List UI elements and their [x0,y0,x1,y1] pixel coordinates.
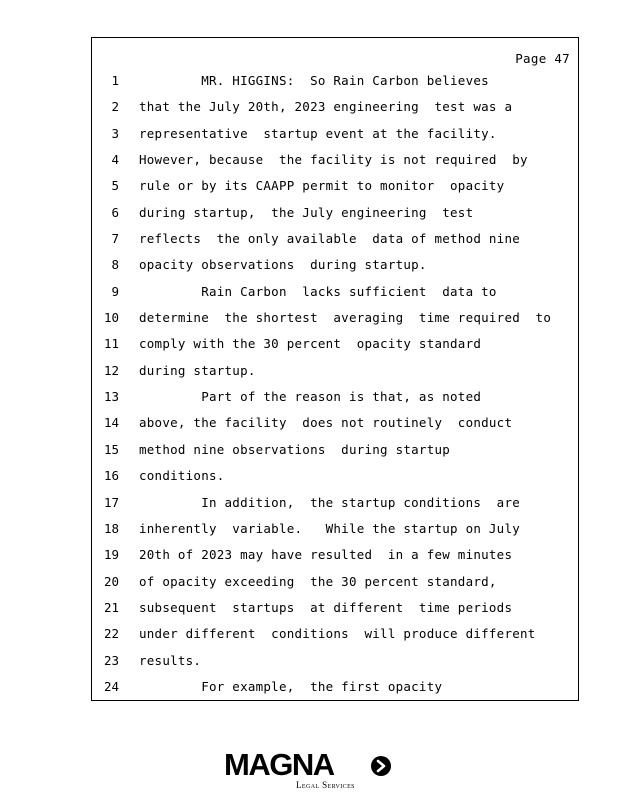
transcript-line [92,387,578,413]
line-number: 8 [111,257,119,273]
line-number: 10 [103,310,119,326]
line-number: 11 [103,336,119,352]
line-text: conditions. [139,468,225,484]
line-text: Part of the reason is that, as noted [139,389,482,405]
line-text: subsequent startups at different time periods [139,599,513,615]
line-number: 15 [103,441,119,457]
line-text: opacity observations during startup. [139,257,427,273]
transcript-line [92,334,578,360]
transcript-line [92,124,578,150]
line-number: 9 [111,283,119,299]
transcript-line [92,545,578,571]
transcript-line [92,71,578,97]
transcript-line [92,203,578,229]
line-number: 19 [103,547,119,563]
line-number: 22 [103,626,119,642]
transcript-line [92,176,578,202]
transcript-line [92,519,578,545]
line-number: 17 [103,494,119,510]
transcript-line [92,361,578,387]
line-text: In addition, the startup conditions are [139,494,521,510]
transcript-lines [92,71,578,703]
line-text: during startup, the July engineering test [139,204,474,220]
line-number: 7 [111,231,119,247]
line-number: 13 [103,389,119,405]
line-text: MR. HIGGINS: So Rain Carbon believes [139,73,489,88]
line-text: above, the facility does not routinely conduct [139,415,513,431]
transcript-line [92,255,578,281]
line-text: For example, the first opacity [139,678,443,694]
line-number: 4 [111,152,119,168]
transcript-line [92,493,578,519]
transcript-line [92,413,578,439]
transcript-line [92,624,578,650]
transcript-line [92,440,578,466]
line-text: Rain Carbon lacks sufficient data to [139,283,497,299]
transcript-line [92,97,578,123]
line-number: 12 [103,362,119,378]
magna-logo [224,748,399,794]
line-number: 5 [111,178,119,194]
line-text: representative startup event at the facility. [139,125,497,141]
line-number: 3 [111,125,119,141]
transcript-line [92,598,578,624]
transcript-line [92,282,578,308]
line-number: 21 [103,599,119,615]
line-text: of opacity exceeding the 30 percent standard, [139,573,497,589]
line-text: However, because the facility is not required by [139,152,528,168]
line-text: that the July 20th, 2023 engineering test was a [139,99,513,115]
page-number: Page 47 [515,51,570,66]
transcript-line [92,677,578,703]
line-text: rule or by its CAAPP permit to monitor opacity [139,178,505,194]
line-text: inherently variable. While the startup on July [139,520,521,536]
line-number: 24 [103,678,119,694]
line-number: 1 [111,73,119,88]
line-text: comply with the 30 percent opacity standard [139,336,482,352]
transcript-line [92,150,578,176]
line-number: 23 [103,652,119,668]
transcript-line [92,229,578,255]
line-number: 14 [103,415,119,431]
line-number: 18 [103,520,119,536]
line-text: under different conditions will produce different [139,626,536,642]
line-text: 20th of 2023 may have resulted in a few minutes [139,547,513,563]
transcript-page [91,37,579,701]
logo-wordmark: MAGNA [224,747,334,782]
line-text: during startup. [139,362,256,378]
line-number: 16 [103,468,119,484]
logo-subtitle: Legal Services [296,780,355,790]
line-number: 20 [103,573,119,589]
transcript-line [92,651,578,677]
line-text: reflects the only available data of method nine [139,231,521,247]
transcript-line [92,466,578,492]
line-text: determine the shortest averaging time required to [139,310,552,326]
transcript-line [92,308,578,334]
line-text: method nine observations during startup [139,441,451,457]
line-text: results. [139,652,202,668]
line-number: 2 [111,99,119,115]
line-number: 6 [111,204,119,220]
transcript-line [92,572,578,598]
chevron-circle-icon [370,755,392,777]
